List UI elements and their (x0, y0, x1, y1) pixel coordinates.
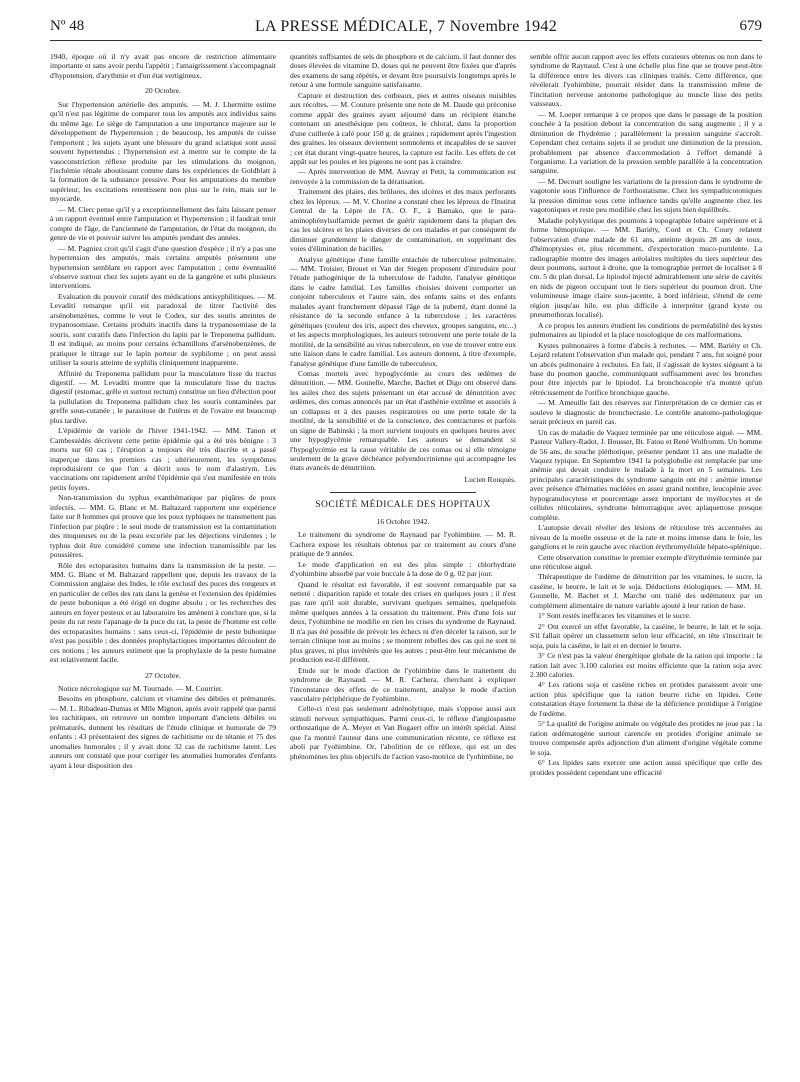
paragraph: Un cas de maladie de Vaquez terminée par une réticulose aiguë. — MM. Pasteur Vallery-Radot, J. Bousser, Bt. Fatou et René Wolfromm. Un homme de 56 ans, de souche pléthorique, présente pendant 11 ans une maladie de Vaquez typique. En Septembre 1941 la polyglobulie est remplacée par une anémie qui devait conduire le malade à la mort en 5 semaines. Les principales caractéristiques du syndrome sanguin ont été : anémie intense avec présence d'hématies nucléées en assez grand nombre, leucopénie avec hypogranulocytose et pourcentage assez important de myélocytes et de cellules réticulaires, syndrome hémorragique avec aplaquettose presque complète. (530, 427, 762, 522)
paragraph: semble offrir aucun rapport avec les effets curateurs obtenus ou non dans le syndrome de Raynaud. C'est à une échelle plus fine que se trouve peut-être la différence entre les divers cas cliniques traités. Cette différence, que révélerait l'yohimbine, pourrait résider dans la transmission même de l'incitation nerveuse autonome pathologique au muscle lisse des petits vaisseaux. (530, 52, 762, 109)
paragraph: Quand le résultat est favorable, il est souvent remarquable par sa netteté : disparition rapide et totale des crises en quelques jours ; il n'est pas rare qu'il soit durable, survivant quelques semaines, quelquefois même quelques années à la cessation du traitement. Près d'une fois sur deux, l'yohimbine ne modifie en rien les crises du syndrome de Raynaud. Il n'a pas été possible de prévoir les échecs ni d'en déceler la raison, sur le terrain clinique tout au moins ; se montrent rebelles des cas qui ne sont ni plus graves, ni plus invétérés que les autres ; peut-être leur mécanisme de production est-il différent. (290, 579, 516, 665)
paragraph: Cette observation constitue le premier exemple d'érythrémie terminée par une réticulose aiguë. (530, 552, 762, 572)
paragraph: — Après intervention de MM. Auvray et Petit, la communication est renvoyée à la commission de la dératisation. (290, 167, 516, 186)
paragraph: Celle-ci n'est pas seulement adrénolytique, mais s'oppose aussi aux stimuli nerveux sympathiques. Parmi ceux-ci, le réflexe d'angiospasme orthostatique de A. Meyer et Van Bogaert offre un intérêt spécial. Ainsi que l'a montré l'auteur dans une communication récente, ce réflexe est aboli par l'yohimbine. Or, l'abolition de ce réflexe, qui est un des phénomènes les plus objectifs de l'action vaso-motrice de l'yohimbine, ne (290, 704, 516, 761)
paragraph: Affinité du Treponema pallidum pour la musculature lisse du tractus digestif. — M. Levaditi montre que la musculature lisse du tractus digestif (estomac, grêle et surtout rectum) constitue un lieu d'élection pour la pullulation du Treponema pallidum chez les souris contaminées par greffe sous-cutanée ; le parasitose de l'utérus et de l'ovaire est beaucoup plus tardive. (50, 368, 276, 425)
journal-title: LA PRESSE MÉDICALE, 7 Novembre 1942 (254, 18, 558, 35)
paragraph: 5° La qualité de l'origine animale ou végétale des protides ne joue pas : la ration œdématogène surtout carencée en protides d'origine animale se trouve compensée après adjonction d'un aliment d'origine végétale comme le soja. (530, 719, 762, 757)
paragraph: Besoins en phosphore, calcium et vitamine des débiles et prématurés. — M. L. Ribadeau-Dumas et Mlle Mignon, après avoir rappelé que parmi les rachitiques, on retrouve un nombre important d'anciens débiles ou prématurés, donnent les résultats de l'étude clinique et humorale de 79 enfants ; 43 présentaient des signes de rachitisme ou de tétanie et 75 des anomalies humorales ; il y avait donc 32 cas de rachitisme latent. Les auteurs ont constaté que pour corriger les anomalies humorales d'enfants ayant à leur disposition des (50, 694, 276, 770)
paragraph: Le traitement du syndrome de Raynaud par l'yohimbine. — M. R. Cachera expose les résultats obtenus par ce traitement au cours d'une pratique de 9 années. (290, 530, 516, 559)
section-divider (330, 492, 476, 493)
page-header (50, 18, 762, 41)
paragraph: L'autopsie devait révéler des lésions de réticulose très accentuées au niveau de la moelle osseuse et de la rate et moins intense dans le foie, les ganglions et le rein gauche avec réaction érythromyéloïde hépato-splénique. (530, 523, 762, 552)
paragraph: Kystes pulmonaires à forme d'abcès à rechutes. — MM. Bariéty et Ch. Lejard relatent l'observation d'un malade qui, pendant 7 ans, fut soigné pour un abcès pulmonaire à rechutes. En fait, il s'agissait de kystes siégeant à la base du poumon gauche, communiquant suffisamment avec les bronches pour être injectés par le lipiodol. La bronchoscopie n'a montré qu'un rétrécissement de l'orifice bronchique gauche. (530, 340, 762, 397)
paragraph: Comas mortels avec hypoglycémie au cours des œdèmes de dénutrition. — MM. Gounelle, Marche, Bachet et Digo ont observé dans les asiles chez des sujets présentant un état accusé de dénutrition avec œdèmes, des comas annoncés par un état d'asthénie extrême et associés à un collapsus et à des pauses respiratoires ou une perte totale de la motilité, de la sensibilité et de la conscience, des contractures et parfois un signe de Babinski ; la mort survient toujours en quelques heures avec une hypoglycémie remarquable. Les auteurs se demandent si l'hypoglycémie est la cause véritable de ces comas ou si elle témoigne seulement de la grave déchéance polyendocrinienne qui accompagne les états avancés de dénutrition. (290, 368, 516, 473)
paragraph: Evaluation du pouvoir curatif des médications antisyphilitiques. — M. Levaditi remarque qu'il est paradoxal de titrer l'activité des arsénobenzènes, comme le veut le Codex, sur des souris atteintes de trypanosomiase. Certains produits inactifs dans la trypanosomiase de la souris, sont curatifs dans l'infection du lapin par le Treponema pallidum. Il est indiqué, au moins pour certains échantillons d'arsénobenzènes, de pratiquer le titrage sur le lapin porteur de syphilome ; on peut aussi utiliser la souris atteinte de syphilis cliniquement inapparente. (50, 291, 276, 368)
paragraph: — M. Ameuille fait des réserves sur l'interprétation de ce dernier cas et souleve le diagnostic de bronchectasie. Le contrôle anatomo-pathologique serait précieux en pareil cas. (530, 398, 762, 427)
paragraph: Rôle des ectoparasites humains dans la transmission de la peste. — MM. G. Blanc et M. Baltazard rappellent que, depuis les travaux de la Commission anglaise des Indes, le rôle exclusif des puces des rongeurs et en particulier de celles des rats dans la genèse et l'extension des épidémies de peste bubonique a été érigé en dogme absolu ; or les recherches des auteurs en foyer pesteux et au laboratoire les amènent à conclure que, si la peste du rat reste l'apanage de la puce du rat, la peste de l'homme est celle des ectoparasites humains : sans ceux-ci, l'épidémie de peste bubonique n'est pas possible ; des données prophylactiques importantes découlent de ces notions ; les auteurs estiment que la prophylaxie de la peste humaine est relativement facile. (50, 560, 276, 665)
author-signature: Lucien Rouquès. (464, 474, 516, 484)
column-2 (290, 52, 516, 762)
paragraph: 1° Sont restés inefficaces les vitamines et le sucre. (538, 611, 691, 621)
column-3 (530, 52, 762, 778)
paragraph: Thérapeutique de l'œdème de dénutrition par les vitamines, le sucre, la caséine, le beurre, le lait et le soja. Déductions étiologiques. — MM. H. Gounelle, M. Bachet et J. Marche ont traité des œdémateux par un complément alimentaire de nature variable ajouté à leur ration de base. (530, 572, 762, 610)
paragraph: quantités suffisantes de sels de phosphore et de calcium, il faut donner des doses élevées de vitamine D, doses qui ne peuvent être fixées que d'après des examens de sang répétés, et devant être poursuivis longtemps après le retour à une formule sanguine satisfaisante. (290, 52, 516, 90)
paragraph: Traitement des plaies, des brûlures, des ulcères et des maux perforants chez les lépreux. — M. V. Chorine a constaté chez les lépreux de l'Institut Central de la Lèpre de l'A. O. F., à Bamako, que le para-aminophénylsulfamide permet de guérir rapidement dans la plupart des cas les ulcères et les plaies diverses de ces malades et par conséquent de diminuer grandement le danger de contamination, en supprimant des voies d'élimination de bacilles. (290, 187, 516, 254)
paragraph: Etude sur le mode d'action de l'yohimbine dans le traitement du syndrome de Raynaud. — M. R. Cachera, cherchant à expliquer l'inconstance des effets de ce traitement, analyse le mode d'action vasculaire périphérique de l'yohimbine. (290, 665, 516, 703)
paragraph: L'épidémie de variole de l'hiver 1941-1942. — MM. Tanon et Cambessédès décrivent cette petite épidémie qui a été très bénigne : 3 morts sur 60 cas ; l'éruption a toujours été très discrète et a passé inaperçue dans les premiers cas ; ultérieurement, les symptômes reproduisirent ce que l'on a décrit sous le nom d'alastrym. Les vaccinations ont rapidement arrêté l'épidémie qui s'est manifestée en trois petits foyers. (50, 426, 276, 492)
paragraph: 6° Les lipides sans exercer une action aussi spécifique que celle des protides possèdent cependant une efficacité (530, 758, 762, 777)
paragraph: — M. Pagniez croit qu'il s'agit d'une question d'espèce ; il n'y a pas une hypertension des amputés, mais certains amputés présentent une hypertension semblant en rapport avec l'amputation ; cette éventualité s'observe surtout chez les sujets ayant eu de la gangrène et subi plusieurs interventions. (50, 243, 276, 291)
paragraph: Analyse génétique d'une famille entachée de tuberculose pulmonaire. — MM. Troisier, Brouet et Van der Stegen proposent d'introduire pour l'étude pathogénique de la tuberculose de l'adulte, l'analyse génétique dans le cadre familial. Les familles choisies doivent comporter un conjoint tuberculeux et l'autre sain, des enfants sains et des enfants malades ayant franchement dépassé l'âge de la puberté, étant donné la résistance de la seconde enfance à la tuberculose ; les caractères génétiques (couleur des iris, aspect des cheveux, groupes sanguins, etc...) et les aspects morphologiques, les auteurs retrouvent une perte totale de la motilité, de la sensibilité au virus tuberculeux, en vue de trouver entre eux une liaison dans le cadre familial. Les auteurs donnent, à titre d'exemple, l'analyse génétique d'une famille de tuberculeux. (290, 254, 516, 368)
issue-number: Nº 48 (50, 18, 85, 34)
session-date: 27 Octobre. (145, 670, 181, 680)
paragraph: 2° Ont exercé un effet favorable, la caséine, le beurre, le lait et le soja. S'il fallait opérer un classement selon leur efficacité, en tête s'inscrirait le soja, puis la caséine, le lait et en dernier le beurre. (530, 621, 762, 650)
paragraph: Capture et destruction des corbeaux, pies et autres oiseaux nuisibles aux récoltes. — M. Couture présente une note de M. Daude qui préconise comme appât des graines ayant séjourné dans un récipient étanche contenant un anesthésique peu coûteux, le chloral, dans la proportion d'une cuillerée à café pour 150 g. de graines ; rapidement après l'ingestion des graines, les oiseaux deviennent somnolents et incapables de se sauver ; cet état durant vingt-quatre heures, la capture est facile. Les effets de cet appât sur les poules et les pigeons ne sont pas à craindre. (290, 90, 516, 166)
page-number: 679 (739, 18, 762, 34)
paragraph: 3° Ce n'est pas la valeur énergétique globale de la ration qui importe : la ration lait avec 3.100 calories est moins efficiente que la ration soja avec 2.300 calories. (530, 651, 762, 679)
paragraph: 1940, époque où il n'y avait pas encore de restriction alimentaire importante et sans avoir perdu l'appétit ; l'amaigrissement s'accompagnait d'hypotension, d'arythmie et d'un état vertigineux. (50, 52, 276, 80)
session-date: 16 Octobre 1942. (376, 516, 430, 526)
paragraph: — M. Loeper remarque à ce propos que dans le passage de la position couchée à la position debout la concentration du sang augmente ; il y a diminution de l'hydrémie ; parallèlement la pression sanguine s'accroît. Cependant chez certains sujets il se produit une diminution de la pression, probablement par absence d'accommodation à l'effort demandé à l'organisme. La variation de la pression semble parallèle à la concentration sanguine. (530, 109, 762, 176)
paragraph: A ce propos les auteurs étudient les conditions de perméabilité des kystes pulmonaires au lipiodol et la place nosologique de ces malformations. (530, 320, 762, 340)
paragraph: Maladie polykystique des poumons à topographie lobaire supérieure et à forme hémoptoïque. — MM. Bariéty, Cord et Ch. Coury relatent l'observation d'une malade de 61 ans, atteinte depuis 28 ans de toux, d'hémoptysies et, plus récemment, d'expectoration muco-purulente. La radiographie montre des images aréolaires multiples du tiers supérieur des deux poumons, surtout à droite, que la tomographie permet de localiser à 8 cm. 5 du plan dorsal. Le lipiodol injecté admirablement une série de cavités en nids de pigeon occupant tout le tiers supérieur du poumon droit. Une volumineuse image claire sous-jacente, à bord inférieur, s'étend de cette région jusqu'au hile, est plus difficile à interpréter (grand kyste ou pneumothorax localisé). (530, 215, 762, 320)
paragraph: Non-transmission du typhus exanthématique par piqûres de poux infectés. — MM. G. Blanc et M. Baltazard rapportent une expérience faite sur 8 hommes qui prouve que les poux typhiques ne transmettent pas l'infection par piqûre ; le seul mode de transmission est la contamination des muqueuses ou de la peau excoriée par les déjections virulentes ; le typhus doit être considéré comme une infection transmissible par les poussières. (50, 493, 276, 560)
paragraph: — M. Decourt souligne les variations de la pression dans le syndrome de vagotonie sous l'influence de l'orthostatisme. Chez les sympathicotoniques la pression diminue sous cette influence tandis qu'elle augmente chez les vagotoniques et reste peu modifiée chez les sujets bien équilibrés. (530, 176, 762, 215)
session-date: 20 Octobre. (145, 86, 181, 96)
section-heading: SOCIÉTÉ MÉDICALE DES HOPITAUX (315, 500, 491, 511)
paragraph: Sur l'hypertension artérielle des amputés. — M. J. Lhermitte estime qu'il n'est pas légitime de comparer tous les amputés aux individus sains du même âge. Le siège de l'amputation a une importance majeure sur le développement de l'hypertension ; de beaucoup, les amputés de cuisse l'emportent ; les sujets ayant une blessure du grand sciatique sont aussi souvent hypertendus ; l'hypertension est à mettre sur le compte de la vasoconstriction réflexe produite par les stimulations du moignon, l'ischémie rénale aboutissant comme dans les expériences de Goldblatt à la formation de la substance pressive. Pour les amputations du membre supérieur, les excitations retentissent non plus sur le rein, mais sur le myocarde. (50, 99, 276, 204)
paragraph: Notice nécrologique sur M. Tournade. — M. Courrier. (58, 684, 223, 693)
column-1 (50, 52, 276, 771)
paragraph: Le mode d'application en est des plus simple : chlorhydrate d'yohimbine absorbé par voie buccale à la dose de 0 g. 02 par jour. (290, 559, 516, 579)
paragraph: 4° Les rations soja et caséine riches en protides paraissent avoir une action plus spécifique que la ration beurre riche en lipides. Cette constatation étaye fortement la thèse de la déficience protidique à l'origine de l'œdème. (530, 680, 762, 718)
paragraph: — M. Clerc pense qu'il y a exceptionnellement des faits laissant penser à un rapport éventuel entre l'amputation et l'hypertension ; il faudrait tenir compte de l'âge, de l'ancienneté de l'amputation, de l'état du moignon, du genre de vie et pouvoir suivre les amputés pendant des années. (50, 204, 276, 243)
